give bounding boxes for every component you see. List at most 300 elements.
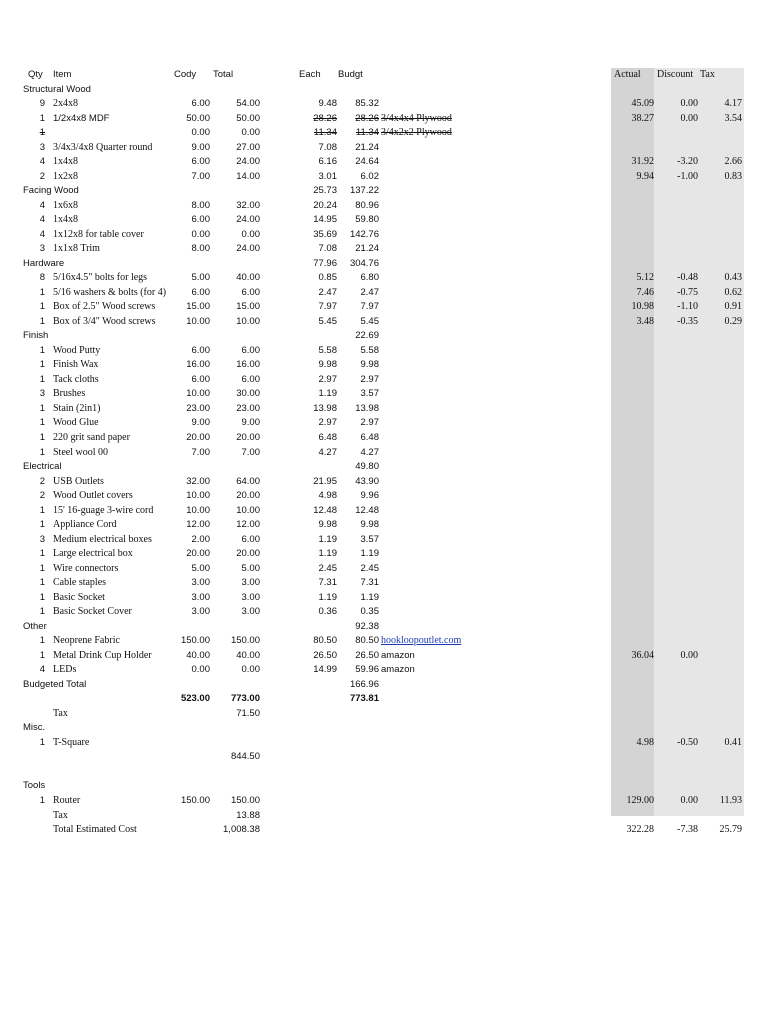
tax-cell: 0.83 [724, 170, 742, 182]
item-cell: 1x4x8 [53, 156, 78, 168]
header-item: Item [53, 69, 72, 80]
actual-cell: 5.12 [636, 272, 654, 284]
tax-cell: 0.62 [724, 286, 742, 298]
discount-cell: -0.75 [677, 286, 698, 298]
category-label: Other [23, 620, 47, 632]
total-cell: 7.00 [241, 446, 260, 458]
qty-cell: 4 [39, 156, 45, 168]
total-cell: 24.00 [236, 156, 260, 168]
budget-cell: 6.02 [360, 170, 379, 182]
budget-cell: 24.64 [355, 156, 379, 168]
header-budgt: Budgt [338, 69, 363, 80]
actual-cell: 3.48 [636, 315, 654, 327]
item-cell: 1x2x8 [53, 170, 78, 182]
category-label: Hardware [23, 257, 65, 269]
category-label: Facing Wood [23, 185, 79, 197]
table-row [0, 649, 768, 664]
qty-cell: 3 [39, 243, 45, 255]
actual-cell: 45.09 [631, 98, 654, 110]
each-cell: 14.95 [313, 214, 337, 226]
qty-cell: 1 [39, 504, 45, 516]
tax-cell: 3.54 [724, 112, 742, 124]
table-row [0, 750, 768, 765]
category-row [0, 678, 768, 693]
cody-cell: 6.00 [191, 156, 210, 168]
item-cell: Tax [53, 809, 68, 821]
category-row [0, 721, 768, 736]
cody-cell: 10.00 [186, 388, 210, 400]
table-row [0, 475, 768, 490]
total-cell: 14.00 [236, 170, 260, 182]
budget-cell: 1.19 [360, 548, 379, 560]
qty-cell: 8 [39, 272, 45, 284]
total-cell: 5.00 [241, 562, 260, 574]
item-cell: 1x6x8 [53, 199, 78, 211]
qty-cell: 1 [39, 402, 45, 414]
table-row [0, 97, 768, 112]
table-row [0, 431, 768, 446]
budget-cell: 166.96 [349, 678, 379, 690]
budget-cell: 21.24 [355, 141, 379, 153]
total-cell: 27.00 [236, 141, 260, 153]
total-cell: 0.00 [241, 228, 260, 240]
qty-cell: 1 [39, 548, 45, 560]
table-row [0, 605, 768, 620]
each-cell: 4.27 [318, 446, 337, 458]
cody-cell: 16.00 [186, 359, 210, 371]
each-cell: 9.98 [318, 359, 337, 371]
item-cell: Tack cloths [53, 373, 99, 385]
actual-cell: 322.28 [626, 824, 654, 836]
table-row [0, 286, 768, 301]
budget-cell: 13.98 [355, 402, 379, 414]
qty-cell: 2 [39, 170, 45, 182]
category-row [0, 83, 768, 98]
budget-cell: 2.97 [360, 417, 379, 429]
category-row [0, 620, 768, 635]
discount-cell: -0.50 [677, 736, 698, 748]
table-row [0, 373, 768, 388]
total-cell: 24.00 [236, 214, 260, 226]
budget-cell: 142.76 [349, 228, 379, 240]
cody-cell: 40.00 [186, 649, 210, 661]
category-label: Finish [23, 330, 49, 342]
budget-cell: 7.31 [360, 577, 379, 589]
total-cell: 150.00 [230, 795, 260, 806]
total-cell: 10.00 [236, 315, 260, 327]
item-cell: USB Outlets [53, 475, 104, 487]
table-row [0, 736, 768, 751]
discount-cell: 0.00 [680, 649, 698, 661]
qty-cell: 2 [39, 490, 45, 502]
supplier-link[interactable]: hookloopoutlet.com [381, 635, 462, 647]
qty-cell: 3 [39, 533, 45, 545]
each-cell: 1.19 [318, 388, 337, 400]
table-row [0, 155, 768, 170]
budget-cell: 92.38 [355, 620, 379, 632]
table-row [0, 242, 768, 257]
cody-cell: 8.00 [191, 243, 210, 255]
table-row [0, 504, 768, 519]
budget-cell: 137.22 [349, 185, 379, 197]
header-discount: Discount [657, 69, 694, 80]
table-row [0, 402, 768, 417]
cody-cell: 3.00 [191, 606, 210, 618]
qty-cell: 4 [39, 228, 45, 240]
total-cell: 844.50 [230, 751, 260, 763]
each-cell: 2.45 [318, 562, 337, 574]
cody-cell: 150.00 [180, 795, 210, 806]
each-cell: 25.73 [313, 185, 337, 197]
total-cell: 0.00 [241, 127, 260, 139]
header-actual: Actual [614, 69, 641, 80]
table-row [0, 823, 768, 838]
table-row [0, 576, 768, 591]
actual-cell: 9.94 [636, 170, 654, 182]
actual-cell: 7.46 [636, 286, 654, 298]
budget-cell: 3.57 [360, 388, 379, 400]
table-row [0, 707, 768, 722]
budget-cell: 2.45 [360, 562, 379, 574]
qty-cell: 1 [39, 301, 45, 313]
each-cell: 28.26 [313, 112, 337, 124]
cody-cell: 10.00 [186, 504, 210, 516]
qty-cell: 9 [39, 98, 45, 110]
qty-cell: 1 [39, 635, 45, 647]
discount-cell: -1.10 [677, 301, 698, 313]
cody-cell: 523.00 [180, 693, 210, 705]
budget-cell: 6.80 [360, 272, 379, 284]
budget-cell: 9.96 [360, 490, 379, 502]
item-cell: Neoprene Fabric [53, 635, 120, 647]
actual-cell: 10.98 [631, 301, 654, 313]
tax-cell: 11.93 [719, 795, 742, 806]
each-cell: 26.50 [313, 649, 337, 661]
cody-cell: 5.00 [191, 272, 210, 284]
total-cell: 15.00 [236, 301, 260, 313]
qty-cell: 1 [39, 562, 45, 574]
cody-cell: 6.00 [191, 344, 210, 356]
cody-cell: 6.00 [191, 373, 210, 385]
tax-cell: 4.17 [724, 98, 742, 110]
budget-cell: 1.19 [360, 591, 379, 603]
tax-cell: 2.66 [724, 156, 742, 168]
cody-cell: 15.00 [186, 301, 210, 313]
budget-cell: 5.58 [360, 344, 379, 356]
table-row [0, 518, 768, 533]
each-cell: 12.48 [313, 504, 337, 516]
table-row [0, 228, 768, 243]
category-label: Structural Wood [23, 83, 91, 95]
qty-cell: 4 [39, 199, 45, 211]
table-row [0, 387, 768, 402]
table-row [0, 315, 768, 330]
qty-cell: 1 [39, 417, 45, 429]
qty-cell: 1 [39, 127, 45, 139]
cody-cell: 10.00 [186, 315, 210, 327]
note-cell: amazon [381, 649, 415, 661]
budget-cell: 2.97 [360, 373, 379, 385]
item-cell: Wood Putty [53, 344, 101, 356]
cody-cell: 5.00 [191, 562, 210, 574]
header-row [0, 68, 768, 83]
actual-cell: 4.98 [636, 736, 654, 748]
each-cell: 1.19 [318, 533, 337, 545]
qty-cell: 1 [39, 446, 45, 458]
cody-cell: 23.00 [186, 402, 210, 414]
budget-cell: 2.47 [360, 286, 379, 298]
cody-cell: 32.00 [186, 475, 210, 487]
cody-cell: 6.00 [191, 286, 210, 298]
each-cell: 0.36 [318, 606, 337, 618]
item-cell: Box of 3/4" Wood screws [53, 315, 156, 327]
table-row [0, 199, 768, 214]
header-cody: Cody [174, 69, 197, 80]
table-row [0, 344, 768, 359]
actual-cell: 36.04 [631, 649, 654, 661]
cody-cell: 12.00 [186, 519, 210, 531]
actual-cell: 31.92 [631, 156, 654, 168]
cody-cell: 7.00 [191, 446, 210, 458]
budget-cell: 6.48 [360, 432, 379, 443]
each-cell: 80.50 [313, 635, 337, 647]
total-cell: 6.00 [241, 344, 260, 356]
cody-cell: 6.00 [191, 98, 210, 110]
each-cell: 7.31 [318, 577, 337, 589]
actual-cell: 129.00 [626, 795, 654, 806]
cody-cell: 2.00 [191, 533, 210, 545]
header-each: Each [299, 69, 321, 80]
table-row [0, 794, 768, 809]
tax-cell: 0.29 [724, 315, 742, 327]
each-cell: 11.34 [313, 127, 337, 139]
total-cell: 23.00 [236, 402, 260, 414]
each-cell: 0.85 [318, 272, 337, 284]
total-cell: 24.00 [236, 243, 260, 255]
qty-cell: 1 [39, 795, 45, 806]
qty-cell: 1 [39, 649, 45, 661]
total-cell: 3.00 [241, 606, 260, 618]
each-cell: 4.98 [318, 490, 337, 502]
cody-cell: 0.00 [191, 127, 210, 139]
each-cell: 7.97 [318, 301, 337, 313]
budget-cell: 59.96 [355, 664, 379, 676]
item-cell: 2x4x8 [53, 98, 78, 110]
item-cell: Medium electrical boxes [53, 533, 152, 545]
total-cell: 40.00 [236, 649, 260, 661]
item-cell: Tax [53, 707, 68, 719]
budget-cell: 9.98 [360, 359, 379, 371]
category-label: Tools [23, 780, 46, 792]
item-cell: 1x1x8 Trim [53, 243, 100, 255]
table-row [0, 489, 768, 504]
total-cell: 50.00 [236, 112, 260, 124]
budget-cell: 11.34 [355, 127, 379, 139]
each-cell: 6.16 [318, 156, 337, 168]
qty-cell: 1 [39, 315, 45, 327]
cody-cell: 0.00 [191, 664, 210, 676]
cody-cell: 20.00 [186, 548, 210, 560]
category-label: Misc. [23, 722, 46, 734]
header-total: Total [213, 69, 234, 80]
budget-cell: 12.48 [355, 504, 379, 516]
cody-cell: 9.00 [191, 417, 210, 429]
qty-cell: 1 [39, 577, 45, 589]
total-cell: 12.00 [236, 519, 260, 531]
table-row [0, 533, 768, 548]
total-cell: 3.00 [241, 577, 260, 589]
budget-cell: 304.76 [349, 257, 379, 269]
total-cell: 9.00 [241, 417, 260, 429]
category-row [0, 460, 768, 475]
table-row [0, 141, 768, 156]
item-cell: 5/16 washers & bolts (for 4) [53, 286, 167, 298]
tax-cell: 0.43 [724, 272, 742, 284]
item-cell: Finish Wax [53, 359, 99, 371]
each-cell: 35.69 [313, 228, 337, 240]
item-cell: Basic Socket [53, 591, 105, 603]
table-row [0, 213, 768, 228]
item-cell: 5/16x4.5" bolts for legs [53, 272, 148, 284]
table-row [0, 634, 768, 649]
budget-cell: 80.50 [355, 635, 379, 647]
cody-cell: 0.00 [191, 228, 210, 240]
tax-cell: 25.79 [719, 824, 742, 836]
total-cell: 71.50 [236, 707, 260, 719]
total-cell: 150.00 [230, 635, 260, 647]
item-cell: LEDs [53, 664, 77, 676]
discount-cell: -7.38 [677, 824, 698, 836]
total-cell: 20.00 [236, 548, 260, 560]
category-label: Budgeted Total [23, 678, 87, 690]
total-cell: 0.00 [241, 664, 260, 676]
total-cell: 6.00 [241, 533, 260, 545]
item-cell: Cable staples [53, 577, 107, 589]
total-cell: 3.00 [241, 591, 260, 603]
qty-cell: 3 [39, 388, 45, 400]
item-cell: Large electrical box [53, 548, 133, 560]
qty-cell: 1 [39, 373, 45, 385]
item-cell: 15' 16-guage 3-wire cord [53, 504, 154, 516]
table-row [0, 126, 768, 141]
item-cell: Basic Socket Cover [53, 606, 132, 618]
discount-cell: -0.35 [677, 315, 698, 327]
total-cell: 54.00 [236, 98, 260, 110]
cody-cell: 8.00 [191, 199, 210, 211]
item-cell: Total Estimated Cost [53, 824, 137, 836]
item-cell: Appliance Cord [53, 519, 117, 531]
budget-cell: 3.57 [360, 533, 379, 545]
note-cell: 3/4x4x4 Plywood [381, 112, 452, 124]
budget-cell: 26.50 [355, 649, 379, 661]
total-cell: 64.00 [236, 475, 260, 487]
item-cell: 1x12x8 for table cover [53, 228, 144, 240]
item-cell: Steel wool 00 [53, 446, 108, 458]
each-cell: 7.08 [318, 243, 337, 255]
discount-cell: -3.20 [677, 156, 698, 168]
item-cell: Box of 2.5" Wood screws [53, 301, 156, 313]
qty-cell: 4 [39, 664, 45, 676]
budget-cell: 43.90 [355, 475, 379, 487]
table-row [0, 170, 768, 185]
table-row [0, 562, 768, 577]
item-cell: 1/2x4x8 MDF [53, 112, 110, 124]
discount-cell: -1.00 [677, 170, 698, 182]
qty-cell: 2 [39, 475, 45, 487]
cody-cell: 7.00 [191, 170, 210, 182]
budget-cell: 21.24 [355, 243, 379, 255]
table-row [0, 591, 768, 606]
qty-cell: 1 [39, 432, 45, 443]
header-tax: Tax [700, 69, 715, 80]
each-cell: 6.48 [318, 432, 337, 443]
budget-cell: 773.81 [349, 693, 379, 705]
each-cell: 1.19 [318, 591, 337, 603]
total-cell: 1,008.38 [223, 824, 260, 836]
discount-cell: 0.00 [680, 112, 698, 124]
item-cell: Stain (2in1) [53, 402, 101, 414]
total-cell: 6.00 [241, 286, 260, 298]
budget-cell: 59.80 [355, 214, 379, 226]
cody-cell: 10.00 [186, 490, 210, 502]
note-cell: 3/4x2x2 Plywood [381, 127, 452, 139]
cody-cell: 9.00 [191, 141, 210, 153]
cody-cell: 6.00 [191, 214, 210, 226]
item-cell: T-Square [53, 736, 90, 748]
total-cell: 773.00 [230, 693, 260, 705]
cody-cell: 150.00 [180, 635, 210, 647]
item-cell: 3/4x3/4x8 Quarter round [53, 141, 153, 153]
discount-cell: -0.48 [677, 272, 698, 284]
each-cell: 2.97 [318, 417, 337, 429]
table-row [0, 446, 768, 461]
item-cell: Metal Drink Cup Holder [53, 649, 152, 661]
category-label: Electrical [23, 461, 62, 473]
item-cell: Router [53, 795, 81, 806]
qty-cell: 1 [39, 606, 45, 618]
cody-cell: 3.00 [191, 591, 210, 603]
item-cell: Wood Glue [53, 417, 99, 429]
qty-cell: 1 [39, 112, 45, 124]
item-cell: Wood Outlet covers [53, 490, 133, 502]
total-cell: 16.00 [236, 359, 260, 371]
budget-cell: 5.45 [360, 315, 379, 327]
qty-cell: 1 [39, 359, 45, 371]
budget-cell: 85.32 [355, 98, 379, 110]
category-row [0, 184, 768, 199]
each-cell: 2.97 [318, 373, 337, 385]
tax-cell: 0.91 [724, 301, 742, 313]
item-cell: 220 grit sand paper [53, 432, 130, 443]
budget-cell: 49.80 [355, 461, 379, 473]
note-cell: amazon [381, 664, 415, 676]
table-row [0, 765, 768, 780]
each-cell: 5.58 [318, 344, 337, 356]
each-cell: 1.19 [318, 548, 337, 560]
total-cell: 30.00 [236, 388, 260, 400]
total-cell: 20.00 [236, 432, 260, 443]
total-cell: 6.00 [241, 373, 260, 385]
budget-cell: 0.35 [360, 606, 379, 618]
cody-cell: 20.00 [186, 432, 210, 443]
tax-cell: 0.41 [724, 736, 742, 748]
category-row [0, 329, 768, 344]
item-cell: 1x4x8 [53, 214, 78, 226]
each-cell: 14.99 [313, 664, 337, 676]
budget-cell: 80.96 [355, 199, 379, 211]
discount-cell: 0.00 [680, 98, 698, 110]
category-row [0, 779, 768, 794]
